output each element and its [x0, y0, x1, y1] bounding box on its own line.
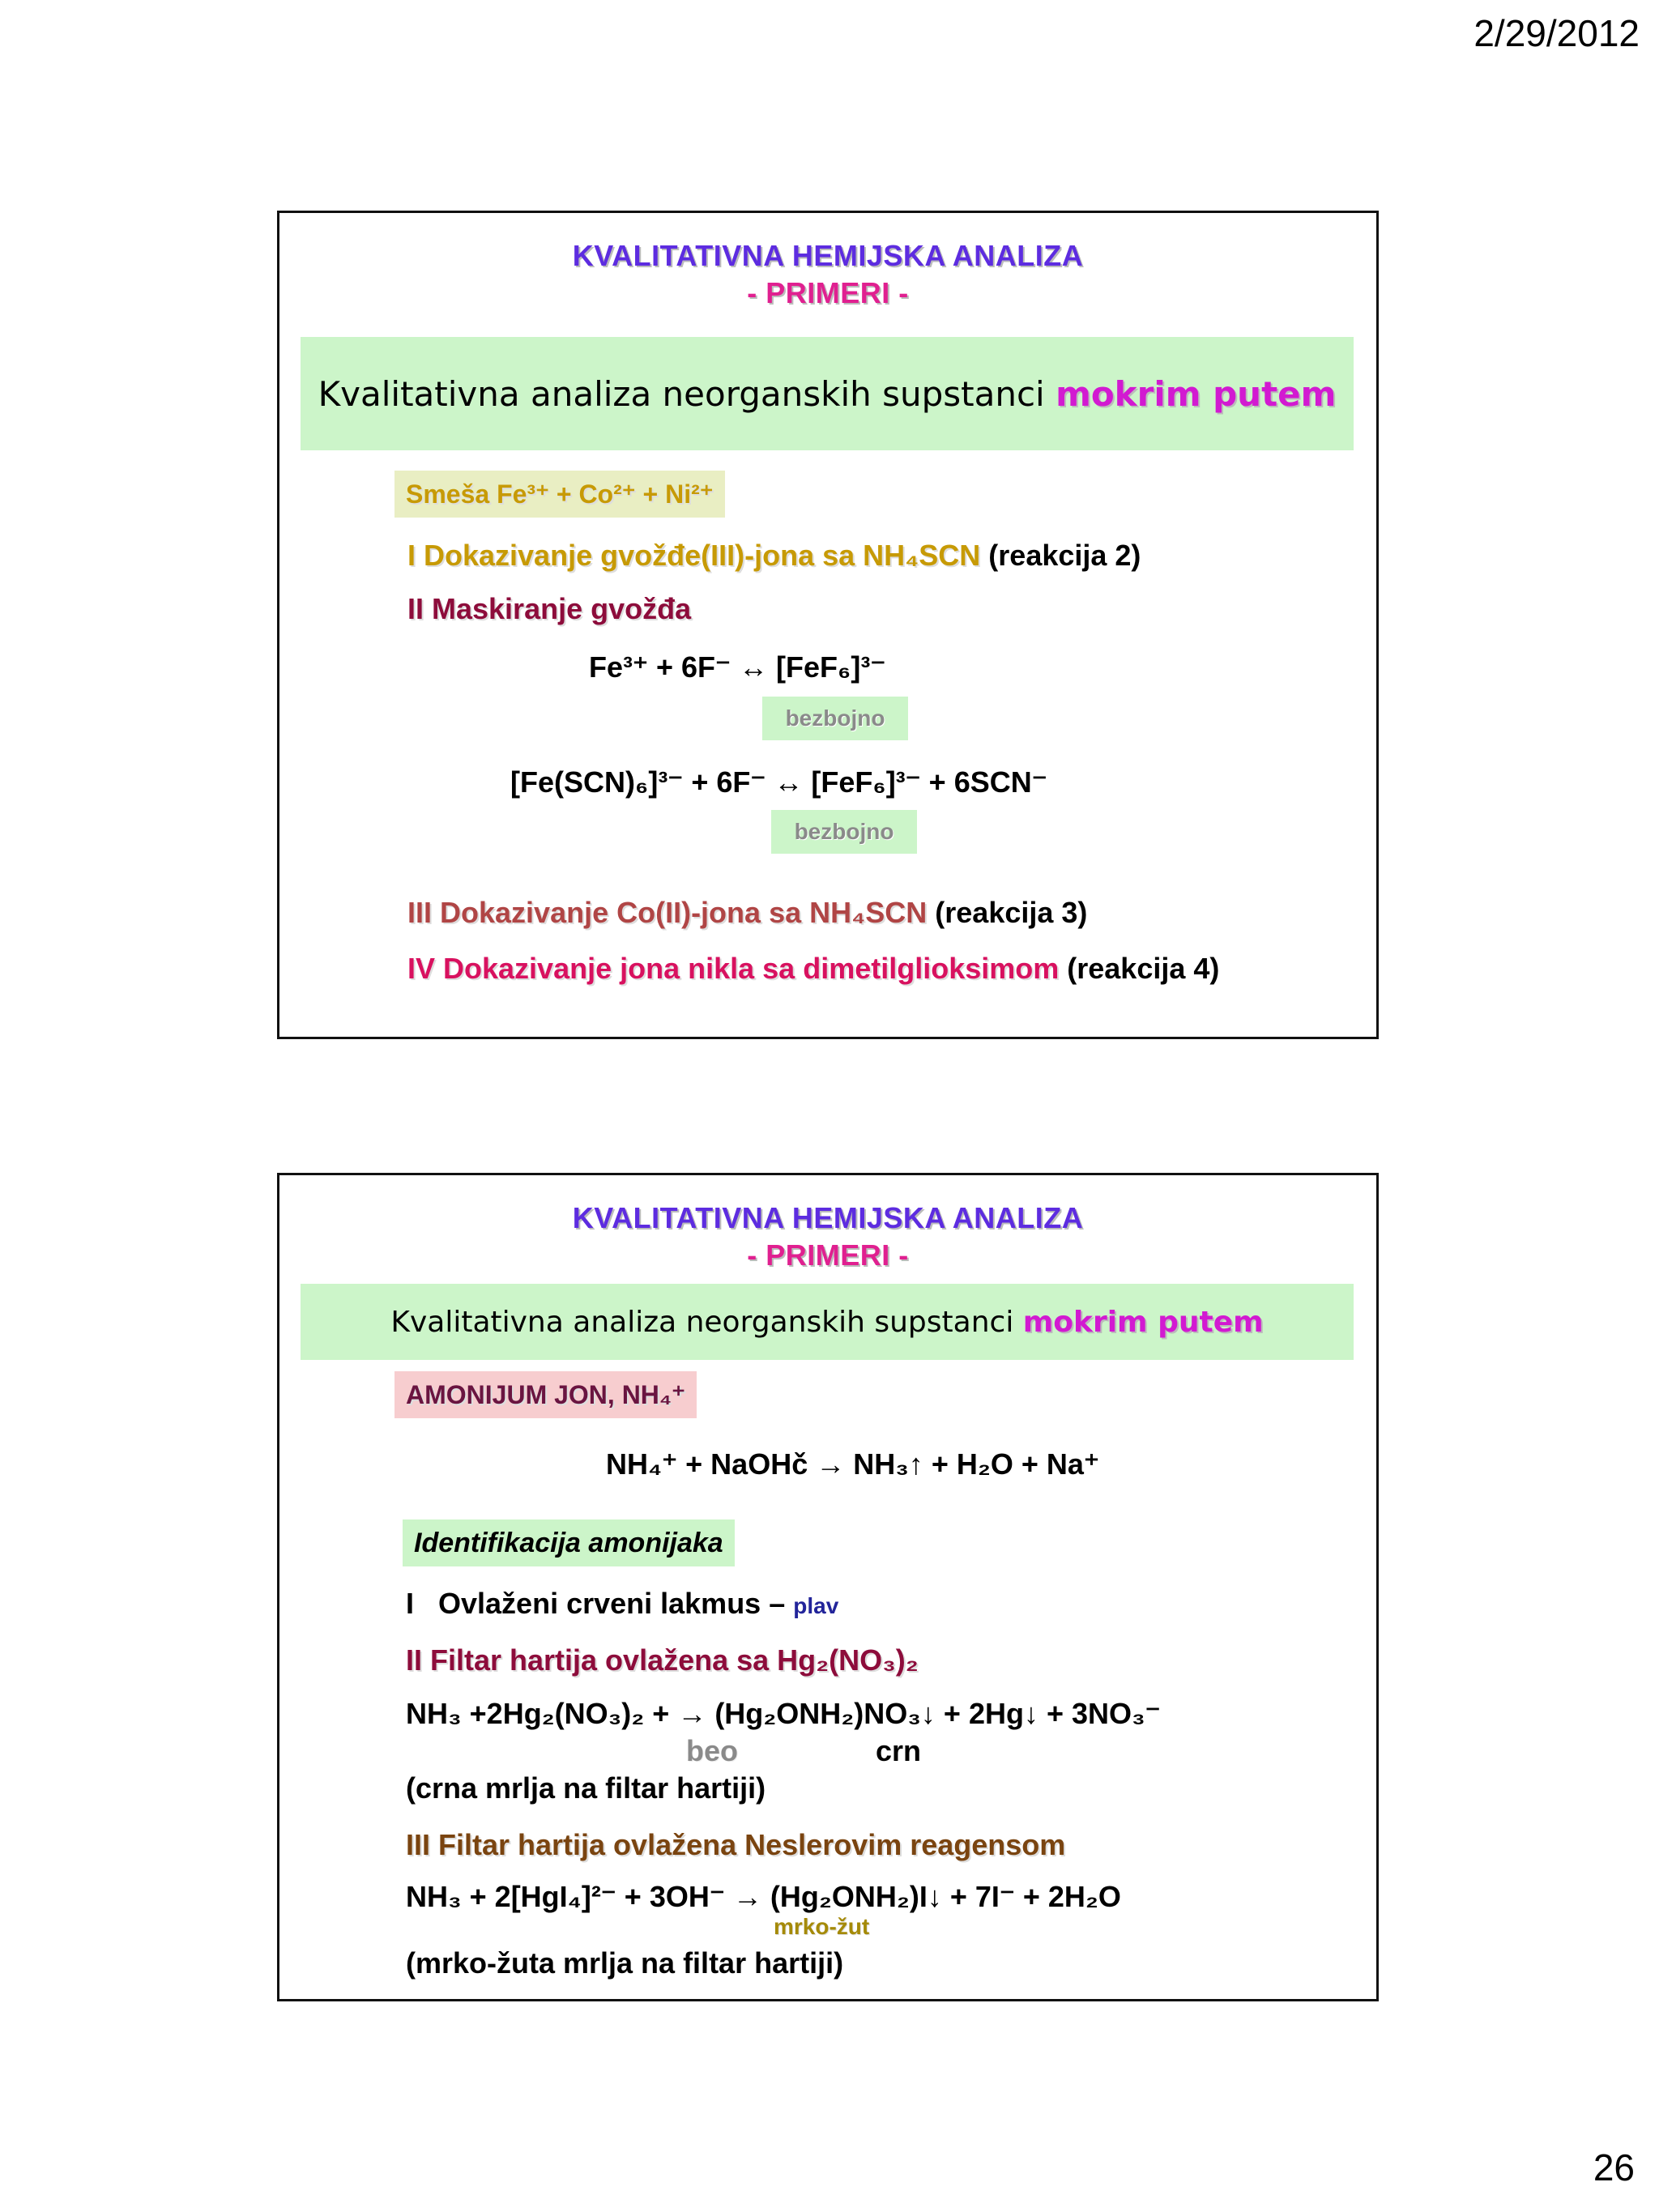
precipitate-white: beo	[686, 1734, 739, 1767]
topic-highlight: mokrim putem	[1056, 373, 1337, 414]
step-3: III Dokazivanje Co(II)-jona sa NH₄SCN (reakcija 3)	[407, 896, 1088, 929]
topic-banner	[301, 1284, 1354, 1360]
ion-label: AMONIJUM JON, NH₄⁺	[394, 1371, 697, 1418]
slide-subtitle: - PRIMERI -	[747, 276, 909, 309]
slide-2	[277, 1173, 1379, 2001]
step-2: II Maskiranje gvožđa	[407, 592, 692, 625]
reaction-equation: NH₄⁺ + NaOHč → NH₃↑ + H₂O + Na⁺	[606, 1447, 1099, 1481]
mixture-label: Smeša Fe³⁺ + Co²⁺ + Ni²⁺	[394, 471, 725, 518]
note-brown-yellow-spot: (mrko-žuta mrlja na filtar hartiji)	[406, 1946, 844, 1980]
step-4: IV Dokazivanje jona nikla sa dimetilglioksimom (reakcija 4)	[407, 952, 1220, 985]
test-3: III Filtar hartija ovlažena Neslerovim reagensom	[406, 1828, 1066, 1861]
precipitate-black: crn	[876, 1734, 922, 1767]
equation-2: [Fe(SCN)₆]³⁻ + 6F⁻ ↔ [FeF₆]³⁻ + 6SCN⁻	[510, 765, 1047, 799]
topic-banner	[301, 337, 1354, 450]
colorless-note-1: bezbojno	[762, 697, 908, 740]
slide-subtitle: - PRIMERI -	[747, 1238, 909, 1272]
litmus-result: plav	[793, 1593, 839, 1618]
colorless-note-2: bezbojno	[771, 810, 917, 854]
equation-nessler: NH₃ + 2[HgI₄]²⁻ + 3OH⁻ → (Hg₂ONH₂)I↓ + 7I⁻ + 2H₂O	[406, 1880, 1121, 1913]
identification-label: Identifikacija amonijaka	[403, 1519, 735, 1566]
date-header: 2/29/2012	[1473, 12, 1640, 54]
topic-text: Kvalitativna analiza neorganskih supstanci	[390, 1305, 1023, 1339]
note-black-spot: (crna mrlja na filtar hartiji)	[406, 1771, 766, 1805]
step-1: I Dokazivanje gvožđe(III)-jona sa NH₄SCN (reakcija 2)	[407, 539, 1141, 572]
equation-hg: NH₃ +2Hg₂(NO₃)₂ + → (Hg₂ONH₂)NO₃↓ + 2Hg↓ + 3NO₃⁻	[406, 1697, 1161, 1730]
precipitate-brown-yellow: mrko-žut	[774, 1914, 870, 1939]
page-number: 26	[1593, 2146, 1635, 2189]
test-2: II Filtar hartija ovlažena sa Hg₂(NO₃)₂	[406, 1643, 919, 1677]
topic-text: Kvalitativna analiza neorganskih supstanci	[318, 373, 1056, 414]
test-1: I Ovlaženi crveni lakmus – plav	[406, 1587, 839, 1620]
slide-title: KVALITATIVNA HEMIJSKA ANALIZA	[572, 1201, 1084, 1234]
equation-1: Fe³⁺ + 6F⁻ ↔ [FeF₆]³⁻	[589, 650, 886, 684]
slide-title: KVALITATIVNA HEMIJSKA ANALIZA	[572, 239, 1084, 272]
slide-1	[277, 211, 1379, 1039]
topic-highlight: mokrim putem	[1022, 1305, 1264, 1339]
